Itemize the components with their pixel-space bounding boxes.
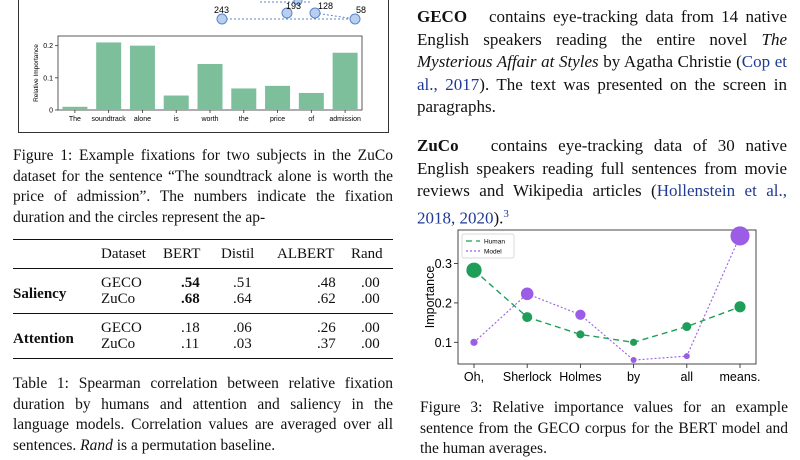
bar (164, 96, 189, 110)
zuco-heading: ZuCo (417, 136, 459, 155)
data-point-model (521, 288, 534, 301)
table-cell: .00 (361, 291, 380, 307)
table-header-cell (13, 240, 101, 269)
table-header-cell: Rand (351, 246, 383, 262)
figure3-line-chart (420, 226, 790, 390)
geco-text: ). The text was presented on the screen in paragraphs. (417, 74, 787, 116)
figure3-caption: Figure 3: Relative importance values for an example sentence from the GECO corpus for the BERT model and the human averages. (420, 399, 788, 457)
table-cell: .06 (233, 320, 252, 336)
table1-caption-text-end: is a permutation baseline. (112, 436, 276, 454)
zuco-text: ). (493, 208, 504, 228)
table-cell: .00 (361, 336, 380, 352)
x-tick-label: admission (329, 116, 361, 123)
table-header-cell: Dataset (101, 246, 146, 262)
table-cell: .62 (317, 291, 336, 307)
table-header-cell: Distil (221, 246, 255, 262)
geco-heading: GECO (417, 7, 468, 26)
legend-label: Human (484, 238, 505, 246)
data-point-human (734, 301, 745, 312)
table-row (13, 269, 393, 292)
fixation-circle (217, 14, 227, 24)
geco-paragraph (417, 6, 787, 119)
table1-caption-text: Table 1: Spearman correlation between relative fixation duration by humans and attention and saliency in the language models. Correlation values are averaged over all sentences. (13, 375, 393, 454)
zuco-text: contains eye-tracking data of 30 native English speakers reading full sentences from movie reviews and Wikipedia articles ( (417, 136, 788, 200)
figure1-bar-chart (30, 34, 370, 126)
y-axis-label: Relative Importance (33, 44, 40, 102)
x-tick-label: the (238, 116, 249, 123)
y-tick-label: 0.2 (434, 296, 452, 311)
data-point-human (576, 330, 584, 338)
table-cell: ZuCo (101, 336, 136, 352)
bar (333, 53, 358, 110)
fixation-path (315, 13, 355, 19)
fixation-number: 58 (356, 5, 367, 15)
table-cell: .37 (317, 336, 336, 352)
table-cell: .00 (361, 320, 380, 336)
bar (130, 46, 155, 110)
x-tick-label: is (173, 116, 179, 123)
y-tick-label: 0.2 (43, 43, 53, 51)
bar (96, 42, 121, 110)
data-point-human (466, 263, 481, 278)
data-point-model (730, 226, 749, 245)
fixation-number: 243 (214, 5, 230, 15)
table-cell: .00 (361, 275, 380, 291)
data-point-model (631, 357, 637, 363)
table-cell: .11 (181, 336, 200, 352)
fixation-circle (350, 14, 360, 24)
data-point-model (470, 339, 477, 346)
bar (62, 107, 87, 110)
table-cell: .48 (317, 275, 336, 291)
figure1-caption: Figure 1: Example fixations for two subjects in the ZuCo dataset for the sentence “The soundtrack alone is worth the price of admission”. The numbers indicate the fixation duration and the circles represent the ap- (13, 147, 393, 226)
y-tick-label: 0.3 (434, 257, 452, 271)
table-cell: .68 (181, 291, 200, 307)
data-point-human (682, 322, 691, 331)
x-tick-label: worth (201, 116, 219, 123)
bar (198, 64, 223, 110)
bar (299, 93, 324, 110)
data-point-model (575, 310, 585, 320)
table-cell: .03 (233, 336, 252, 352)
table1-caption-rand: Rand (80, 436, 113, 454)
table-cell: GECO (101, 275, 142, 291)
table-cell: .64 (233, 291, 252, 307)
table-row (13, 314, 393, 337)
fixation-diagram (200, 0, 370, 30)
x-tick-label: price (269, 116, 286, 123)
table-cell: .18 (181, 320, 200, 336)
citation-link[interactable]: Hollenstein et al., 2018, 2020 (417, 181, 787, 228)
data-point-human (630, 339, 637, 346)
citation-link[interactable]: Cop et al., 2017 (417, 52, 787, 94)
group-label: Attention (13, 331, 74, 347)
x-tick-label: Sherlock (502, 370, 552, 384)
table-header-row (13, 240, 393, 269)
table-cell: .51 (233, 275, 252, 291)
x-tick-label: The (68, 116, 81, 123)
table-header-cell: ALBERT (277, 246, 335, 262)
x-tick-label: Holmes (559, 370, 602, 384)
table-cell: .26 (317, 320, 336, 336)
data-point-human (522, 312, 532, 322)
group-label: Saliency (13, 286, 67, 302)
y-tick-label: 0.1 (43, 75, 53, 83)
y-axis-label: Importance (423, 265, 437, 329)
table-cell: ZuCo (101, 291, 136, 307)
geco-novel-title: The Mysterious Affair at Styles (417, 29, 787, 71)
footnote-marker[interactable]: 3 (503, 207, 509, 220)
x-tick-label: all (680, 370, 694, 384)
table-header-cell: BERT (163, 246, 201, 262)
x-tick-label: by (626, 370, 641, 384)
table-cell: GECO (101, 320, 142, 336)
zuco-paragraph (417, 135, 787, 230)
fixation-number: 193 (286, 1, 302, 11)
y-tick-label: 0 (49, 107, 53, 115)
bar (265, 86, 290, 110)
data-point-model (684, 353, 690, 359)
x-tick-label: soundtrack (91, 116, 126, 123)
x-tick-label: of (308, 116, 315, 123)
bar (231, 88, 256, 110)
legend-label: Model (484, 248, 502, 256)
x-tick-label: Oh, (463, 370, 485, 384)
table-cell: .54 (181, 275, 200, 291)
y-tick-label: 0.1 (434, 335, 452, 350)
results-table (13, 239, 393, 359)
geco-text: by Agatha Christie ( (598, 52, 742, 71)
fixation-number: 128 (318, 1, 334, 11)
x-tick-label: means. (719, 370, 761, 384)
geco-text: contains eye-tracking data from 14 native English speakers reading the entire novel (417, 7, 788, 49)
table1-caption (13, 374, 393, 456)
x-tick-label: alone (133, 116, 152, 123)
legend (462, 234, 514, 258)
